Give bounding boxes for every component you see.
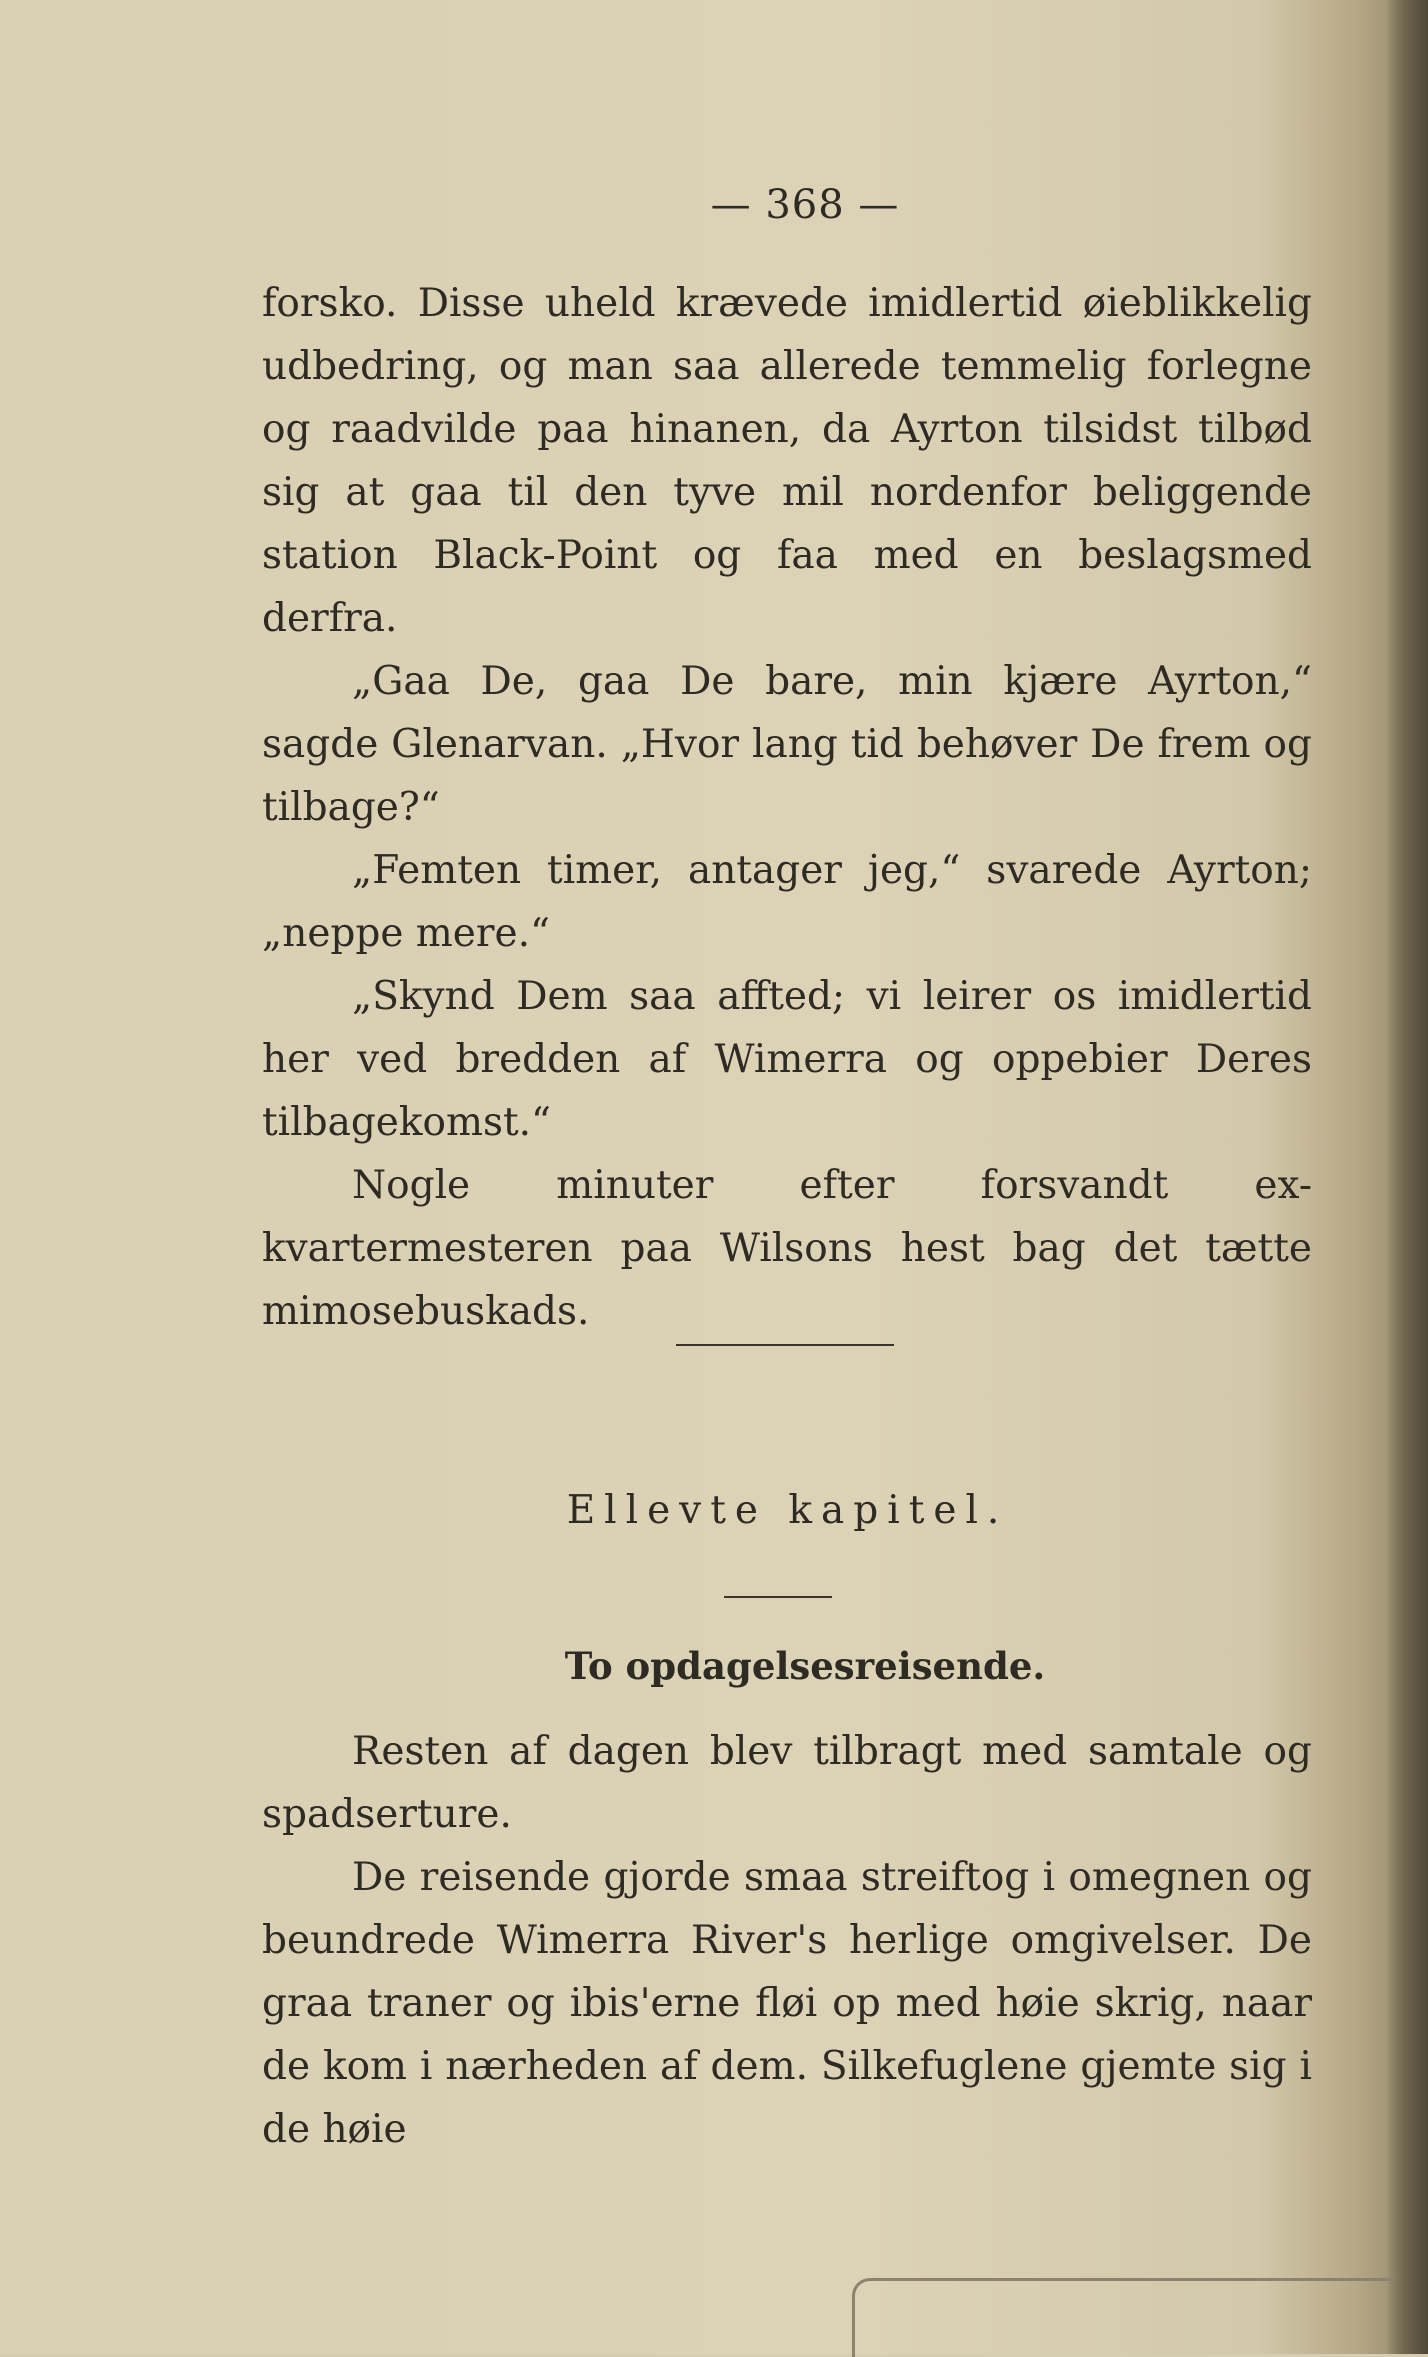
paragraph: Resten af dagen blev tilbragt med samtale og spadserture. xyxy=(262,1729,1312,1837)
divider-rule xyxy=(724,1596,832,1598)
page-number: — 368 — xyxy=(710,182,900,228)
paragraph: forsko. Disse uheld krævede imidlertid øieblikkelig udbedring, og man saa allerede temmelig forlegne og raadvilde paa hinanen, da Ayrton tilsidst tilbød sig at gaa til den tyve mil nordenfor beliggende station Black-Point og faa med en beslagsmed derfra. xyxy=(262,281,1312,641)
paragraph: Nogle minuter efter forsvandt ex-kvartermesteren paa Wilsons hest bag det tætte mimosebuskads. xyxy=(262,1163,1312,1334)
paragraph: De reisende gjorde smaa streiftog i omegnen og beundrede Wimerra River's herlige omgivelser. De graa traner og ibis'erne fløi op med høie skrig, naar de kom i nærheden af dem. Silkefuglene gjemte sig i de høie xyxy=(262,1855,1312,2152)
text-block-after-chapter xyxy=(262,1720,1312,2161)
chapter-title: Ellevte kapitel. xyxy=(566,1488,1009,1533)
paragraph: „Skynd Dem saa affted; vi leirer os imidlertid her ved bredden af Wimerra og oppebier Deres tilbagekomst.“ xyxy=(262,974,1312,1145)
section-title: To opdagelsesreisende. xyxy=(564,1644,1046,1688)
paragraph: „Femten timer, antager jeg,“ svarede Ayrton; „neppe mere.“ xyxy=(262,848,1312,956)
book-binding-edge xyxy=(1388,0,1428,2354)
scan-corner-mark xyxy=(852,2278,1395,2357)
divider-rule xyxy=(676,1344,894,1346)
paragraph: „Gaa De, gaa De bare, min kjære Ayrton,“ sagde Glenarvan. „Hvor lang tid behøver De frem og tilbage?“ xyxy=(262,659,1312,830)
text-block-before-chapter xyxy=(262,272,1312,1343)
